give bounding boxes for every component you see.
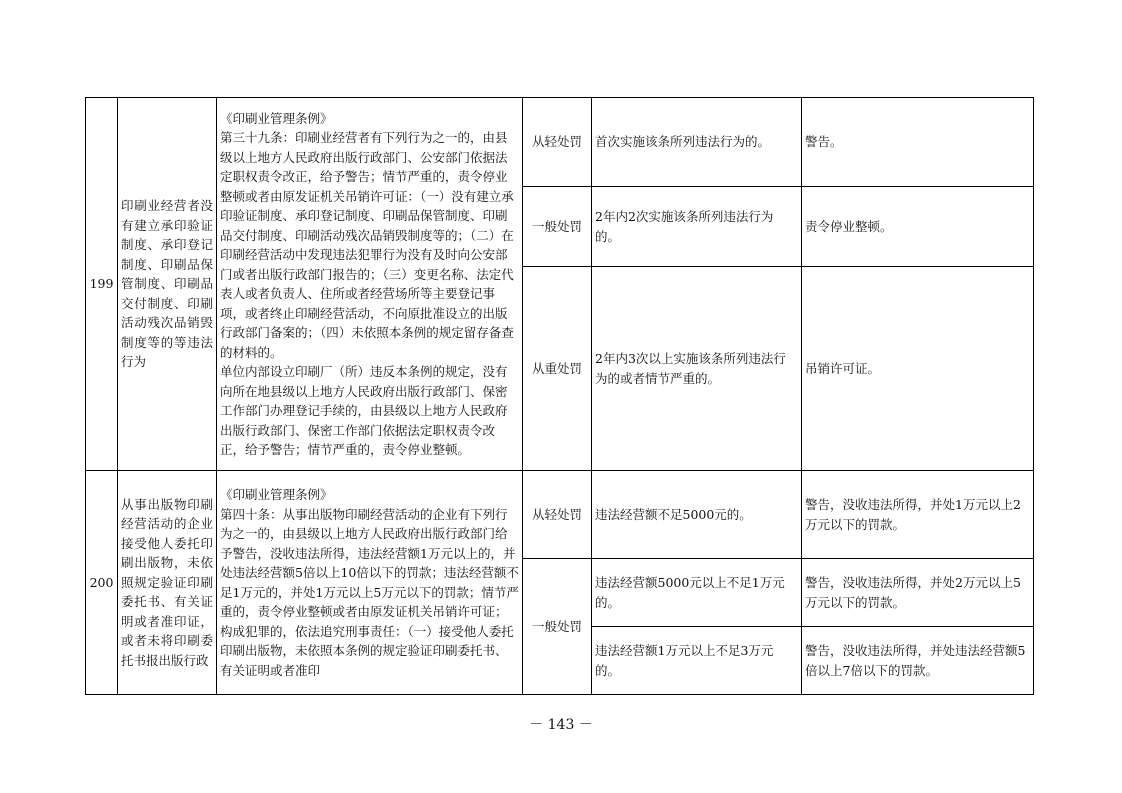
penalty-standard: 警告，没收违法所得，并处违法经营额5倍以上7倍以下的罚款。: [802, 627, 1034, 695]
penalty-condition: 首次实施该条所列违法行为的。: [592, 98, 802, 187]
penalty-condition: 违法经营额1万元以上不足3万元的。: [592, 627, 802, 695]
basis-text: 第三十九条：印刷业经营者有下列行为之一的，由县级以上地方人民政府出版行政部门、公安部门依据法定职权责令改正，给予警告；情节严重的，责令停业整顿或者由原发证机关吊销许可证：（一）没有建立承印验证制度、承印登记制度、印刷品保管制度、印刷品交付制度、印刷活动残次品销毁制度等的；（二）在印刷经营活动中发现违法犯罪行为没有及时向公安部门或者出版行政部门报告的；（三）变更名称、法定代表人或者负责人、住所或者经营场所等主要登记事项，或者终止印刷经营活动，不向原批准设立的出版行政部门备案的；（四）未依照本条例的规定留存备查的材料的。: [220, 130, 514, 360]
penalty-table: [85, 97, 1034, 695]
penalty-level: 从重处罚: [523, 267, 592, 471]
table-row: [86, 471, 1034, 559]
penalty-standard: 责令停业整顿。: [802, 187, 1034, 267]
page-number: － 143 －: [529, 717, 593, 733]
basis-text: 第四十条：从事出版物印刷经营活动的企业有下列行为之一的，由县级以上地方人民政府出版行政部门给予警告，没收违法所得，违法经营额1万元以上的，并处违法经营额5倍以上10倍以下的罚款；违法经营额不足1万元的，并处1万元以上5万元以下的罚款；情节严重的，责令停业整顿或者由原发证机关吊销许可证；构成犯罪的，依法追究刑事责任：（一）接受他人委托印刷出版物，未依照本条例的规定验证印刷委托书、有关证明或者准印: [220, 506, 519, 678]
basis-title: 《印刷业管理条例》: [220, 110, 333, 126]
basis-text-2: 单位内部设立印刷厂（所）违反本条例的规定，没有向所在地县级以上地方人民政府出版行政部门、保密工作部门办理登记手续的，由县级以上地方人民政府出版行政部门、保密工作部门依据法定职权责令改正，给予警告；情节严重的，责令停业整顿。: [220, 364, 508, 457]
basis-title: 《印刷业管理条例》: [220, 487, 333, 502]
penalty-level: 一般处罚: [523, 559, 592, 695]
row-number: 199: [86, 98, 118, 471]
penalty-condition: 违法经营额5000元以上不足1万元的。: [592, 559, 802, 627]
penalty-condition: 2年内2次实施该条所列违法行为的。: [592, 187, 802, 267]
penalty-level: 从轻处罚: [523, 471, 592, 559]
penalty-level: 一般处罚: [523, 187, 592, 267]
table-row: [86, 98, 1034, 187]
penalty-standard: 警告。: [802, 98, 1034, 187]
penalty-condition: 违法经营额不足5000元的。: [592, 471, 802, 559]
violation-type: 从事出版物印刷经营活动的企业接受他人委托印刷出版物，未依照规定验证印刷委托书、有关证明或者准印证，或者未将印刷委托书报出版行政: [118, 471, 217, 695]
penalty-standard: 警告，没收违法所得，并处2万元以上5万元以下的罚款。: [802, 559, 1034, 627]
penalty-standard: 警告，没收违法所得，并处1万元以上2万元以下的罚款。: [802, 471, 1034, 559]
legal-basis: [217, 98, 523, 471]
penalty-standard: 吊销许可证。: [802, 267, 1034, 471]
penalty-condition: 2年内3次以上实施该条所列违法行为的或者情节严重的。: [592, 267, 802, 471]
violation-type: 印刷业经营者没有建立承印验证制度、承印登记制度、印刷品保管制度、印刷品交付制度、印刷活动残次品销毁制度等的等违法行为: [118, 98, 217, 471]
row-number: 200: [86, 471, 118, 695]
legal-basis: [217, 471, 523, 695]
penalty-level: 从轻处罚: [523, 98, 592, 187]
